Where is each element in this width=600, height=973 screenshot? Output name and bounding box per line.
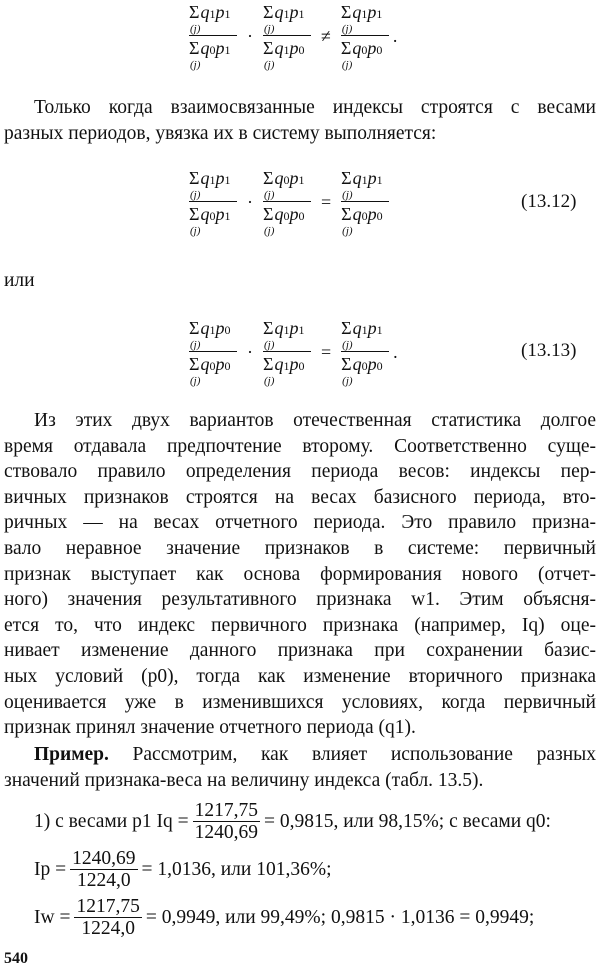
- multiply-operator: ·: [247, 341, 253, 362]
- sum-index: (j): [190, 375, 201, 387]
- numerator: Σ q 1 p 1: [263, 318, 305, 338]
- formula-13-12: [187, 168, 391, 236]
- text-line: оценивается уже в изменившихся условиях, когда первичный: [4, 691, 596, 713]
- text-line: разных периодов, увязка их в систему выполняется:: [4, 122, 437, 144]
- denominator: Σ q 0 p 0: [340, 38, 383, 58]
- numerator: Σ q 1 p 1: [340, 2, 383, 22]
- text-line: [4, 742, 596, 768]
- example-line-3: [34, 896, 534, 939]
- denominator: Σ q 0 p 0: [341, 204, 383, 224]
- fraction-bar: [341, 35, 389, 36]
- text-line: ричных — на весах отчетного периода. Это правило призна-: [4, 512, 596, 534]
- fraction-bar: [263, 201, 311, 202]
- paragraph-1: [4, 95, 596, 146]
- formula-13-13: [187, 318, 398, 386]
- fraction: [189, 318, 237, 386]
- fraction: [263, 2, 311, 70]
- fraction: [341, 2, 389, 70]
- fraction-bar: [341, 201, 389, 202]
- ex1-result: = 0,9815, или 98,15%; с весами q0:: [263, 810, 551, 832]
- sum-index: (j): [264, 23, 275, 35]
- not-equal-operator: ≠: [321, 25, 331, 46]
- denominator: Σ q 1 p 0: [263, 38, 305, 58]
- denominator: Σ q 0 p 0: [189, 354, 231, 374]
- fraction: [189, 2, 237, 70]
- sum-index: (j): [342, 189, 353, 201]
- fraction-bar: [189, 35, 237, 36]
- text-line: Из этих двух вариантов отечественная статистика долгое: [34, 410, 596, 431]
- formula-inequality: [187, 2, 397, 70]
- sum-index: (j): [342, 339, 353, 351]
- fraction-bar: [189, 201, 237, 202]
- numerator: Σ q 1 p 0: [189, 318, 231, 338]
- sum-index: (j): [190, 339, 201, 351]
- period: .: [393, 341, 398, 362]
- sum-index: (j): [342, 225, 353, 237]
- numerator: 1240,69: [72, 848, 136, 869]
- ex3-result: = 0,9949, или 99,49%; 0,9815 · 1,0136 = 0,9949;: [145, 906, 535, 928]
- fraction: [263, 318, 311, 386]
- numerator: Σ q 1 p 1: [263, 2, 305, 22]
- example-paragraph: [4, 742, 596, 793]
- equation-number-13-13: (13.13): [521, 340, 577, 361]
- denominator: 1224,0: [77, 870, 131, 891]
- fraction-bar: [341, 351, 389, 352]
- ex2-prefix: Ip =: [34, 858, 67, 880]
- sum-index: (j): [264, 59, 275, 71]
- sum-index: (j): [264, 189, 275, 201]
- text-line: значений признака-веса на величину индекса (табл. 13.5).: [4, 769, 484, 791]
- denominator: 1240,69: [194, 822, 258, 843]
- numerator: Σ q 1 p 1: [189, 168, 231, 188]
- fraction-bar: [263, 351, 311, 352]
- fraction-bar: [189, 351, 237, 352]
- numerator: 1217,75: [194, 800, 258, 821]
- denominator: Σ q 1 p 0: [263, 354, 305, 374]
- numerator: Σ q 1 p 1: [341, 318, 383, 338]
- text-line: ных условий (p0), тогда как изменение вторичного признака: [4, 665, 596, 687]
- text-line: ного) значения результативного признака w1. Этим объясня-: [4, 589, 596, 611]
- numerator: Σ q 0 p 1: [263, 168, 305, 188]
- numerator: 1217,75: [76, 896, 140, 917]
- example-lead: Пример.: [34, 744, 109, 765]
- or-word: или: [4, 270, 35, 291]
- text-line: признак выступает как основа формирования нового (отчет-: [4, 563, 596, 585]
- fraction: [263, 168, 311, 236]
- multiply-operator: ·: [247, 25, 253, 46]
- paragraph-2: [4, 408, 596, 741]
- sum-index: (j): [342, 375, 353, 387]
- example-text: Рассмотрим, как влияет использование разных: [132, 744, 596, 765]
- denominator: Σ q 0 p 0: [263, 204, 305, 224]
- sum-index: (j): [264, 339, 275, 351]
- sum-index: (j): [190, 23, 201, 35]
- page-number: 540: [4, 950, 28, 967]
- equation-number-13-12: (13.12): [521, 191, 577, 212]
- denominator: Σ q 0 p 1: [189, 38, 231, 58]
- text-line: вичных признаков строятся на весах базисного периода, вто-: [4, 486, 596, 508]
- ex2-fraction: [70, 848, 137, 891]
- ex3-fraction: [74, 896, 141, 939]
- fraction-bar: [263, 35, 311, 36]
- sum-index: (j): [190, 59, 201, 71]
- text-line: ется то, что индекс первичного признака (например, Iq) оце-: [4, 614, 596, 636]
- text-line: ствовало правило определения периода весов: индексы пер-: [4, 461, 596, 483]
- equals-operator: =: [321, 191, 332, 212]
- ex3-prefix: Iw =: [34, 906, 71, 928]
- period: .: [392, 25, 398, 46]
- ex2-result: = 1,0136, или 101,36%;: [141, 858, 332, 880]
- sum-index: (j): [264, 375, 275, 387]
- text-line: признак принял значение отчетного периода (q1).: [4, 717, 416, 739]
- ex1-prefix: 1) с весами p1 Iq =: [34, 810, 189, 832]
- sum-index: (j): [190, 225, 201, 237]
- example-line-1: [34, 800, 551, 843]
- fraction: [341, 318, 389, 386]
- numerator: Σ q 1 p 1: [341, 168, 383, 188]
- sum-index: (j): [341, 59, 353, 71]
- text-line: время отдавала предпочтение второму. Соответственно суще-: [4, 435, 596, 457]
- text-line: Только когда взаимосвязанные индексы строятся с весами: [34, 97, 596, 118]
- denominator: Σ q 0 p 0: [341, 354, 383, 374]
- text-line: нивает изменение данного признака при сохранении базис-: [4, 640, 596, 662]
- sum-index: (j): [341, 23, 353, 35]
- text-line: вало неравное значение признаков в системе: первичный: [4, 537, 596, 559]
- sum-index: (j): [190, 189, 201, 201]
- multiply-operator: ·: [247, 191, 253, 212]
- ex1-fraction: [193, 800, 260, 843]
- equals-operator: =: [321, 341, 332, 362]
- example-line-2: [34, 848, 332, 891]
- fraction: [341, 168, 389, 236]
- denominator: 1224,0: [81, 918, 135, 939]
- denominator: Σ q 0 p 1: [189, 204, 231, 224]
- numerator: Σ q 1 p 1: [189, 2, 231, 22]
- fraction: [189, 168, 237, 236]
- sum-index: (j): [264, 225, 275, 237]
